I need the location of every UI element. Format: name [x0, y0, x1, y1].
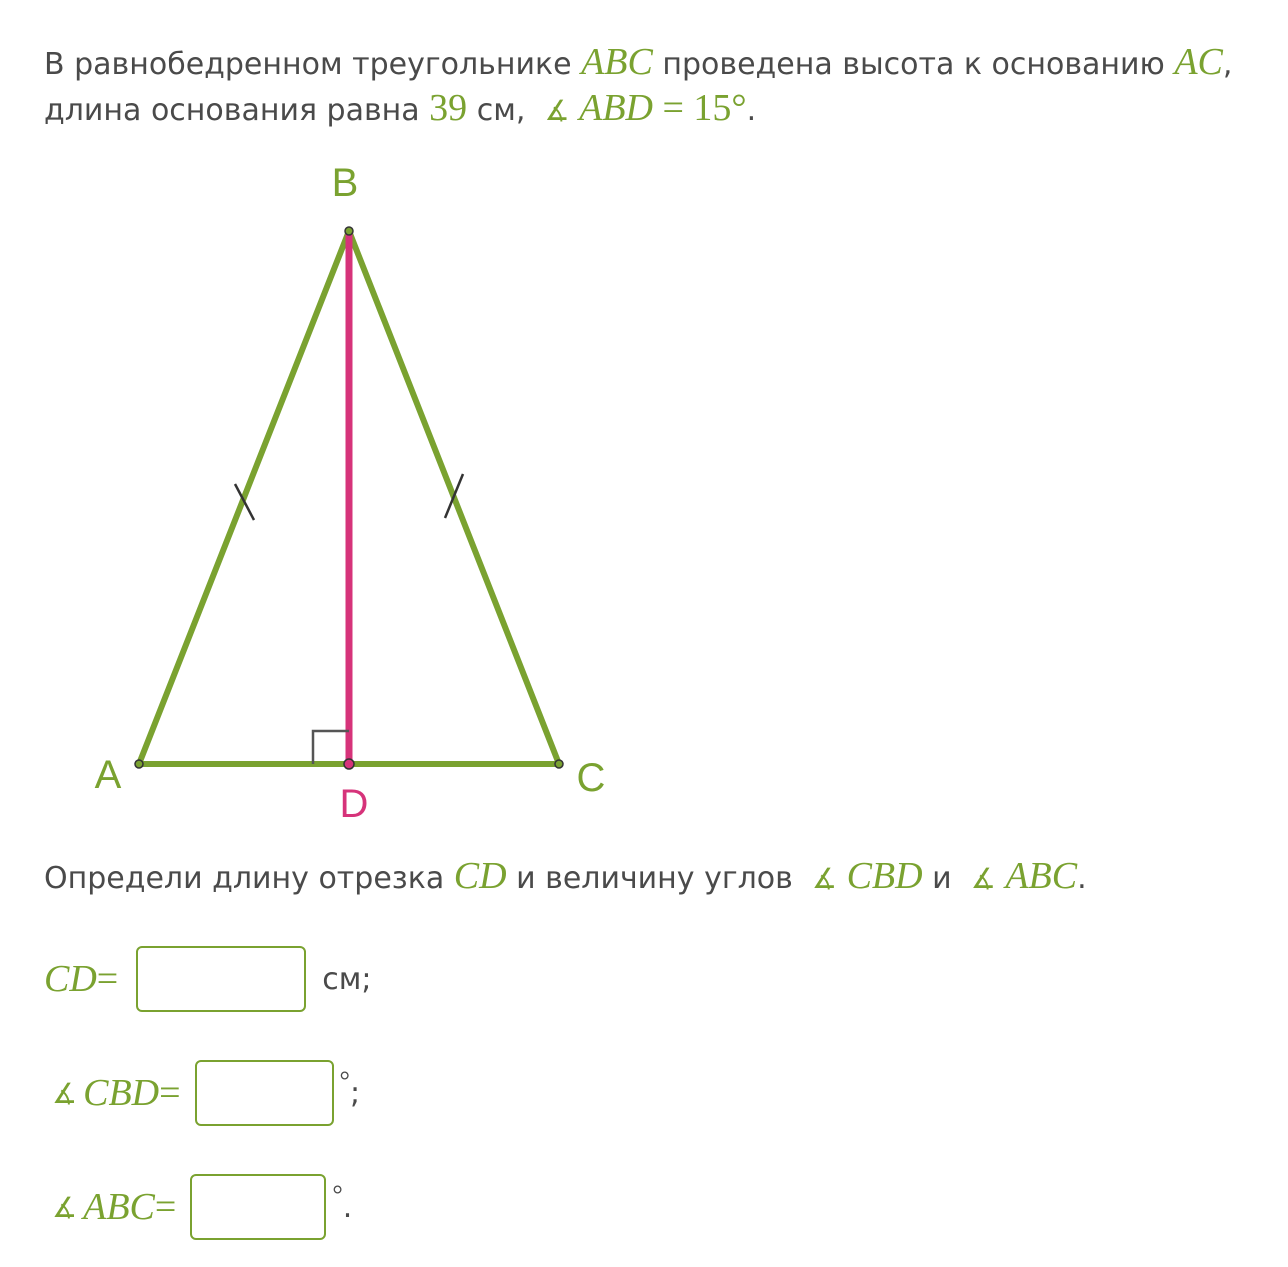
- abc-answer-input[interactable]: [190, 1174, 326, 1240]
- label-c: C: [576, 756, 606, 800]
- cbd-answer-input[interactable]: [195, 1060, 334, 1126]
- answer-row-cd: [44, 946, 371, 1012]
- cd-label: CD: [44, 958, 97, 1000]
- problem-text: .: [746, 93, 757, 128]
- problem-text: длина основания равна: [44, 93, 430, 128]
- equals-sign: =: [154, 1186, 177, 1228]
- label-a: A: [94, 753, 122, 797]
- period: .: [342, 1189, 353, 1225]
- problem-text: ,: [1222, 47, 1233, 82]
- problem-line-2: [44, 86, 756, 130]
- angle-value: = 15°: [652, 87, 747, 129]
- vertex-a: [135, 760, 143, 768]
- answer-row-cbd: [52, 1060, 360, 1126]
- angle-icon: ∡: [970, 862, 996, 895]
- cbd-label: CBD: [83, 1072, 160, 1114]
- question-text: .: [1077, 861, 1087, 896]
- angle-icon: ∡: [52, 1190, 78, 1224]
- label-b: B: [331, 161, 359, 205]
- point-d: [344, 759, 354, 769]
- degree-symbol: °: [332, 1180, 343, 1209]
- answer-row-abc: [52, 1174, 352, 1240]
- problem-text: В равнобедренном треугольнике: [44, 47, 582, 82]
- triangle-figure: [0, 150, 700, 840]
- angle-name-cbd: CBD: [846, 855, 923, 897]
- abc-label: ABC: [83, 1186, 155, 1228]
- right-angle-mark: [313, 731, 349, 764]
- degree-symbol: °: [339, 1066, 350, 1095]
- segment-name: CD: [453, 855, 507, 897]
- vertex-b: [345, 227, 353, 235]
- cd-unit: см;: [322, 961, 372, 997]
- base-name: AC: [1174, 41, 1223, 83]
- angle-icon: ∡: [544, 94, 570, 127]
- angle-icon: ∡: [811, 862, 838, 895]
- equals-sign: =: [96, 958, 119, 1000]
- side-ab: [139, 231, 349, 764]
- angle-icon: ∡: [52, 1076, 78, 1110]
- semicolon: ;: [349, 1075, 361, 1111]
- question-text: и: [922, 861, 962, 896]
- question-text: и величину углов: [506, 861, 803, 896]
- angle-name: ABD: [579, 87, 653, 129]
- base-length: 39: [429, 87, 468, 129]
- vertex-c: [555, 760, 563, 768]
- label-d: D: [339, 782, 369, 826]
- question-line: [44, 854, 1087, 898]
- problem-text: см,: [467, 93, 535, 128]
- angle-name-abc: ABC: [1005, 855, 1078, 897]
- triangle-name: ABC: [581, 41, 653, 83]
- equals-sign: =: [159, 1072, 181, 1114]
- problem-line-1: [44, 40, 1232, 84]
- question-text: Определи длину отрезка: [44, 861, 454, 896]
- problem-text: проведена высота к основанию: [652, 47, 1175, 82]
- cd-answer-input[interactable]: [136, 946, 306, 1012]
